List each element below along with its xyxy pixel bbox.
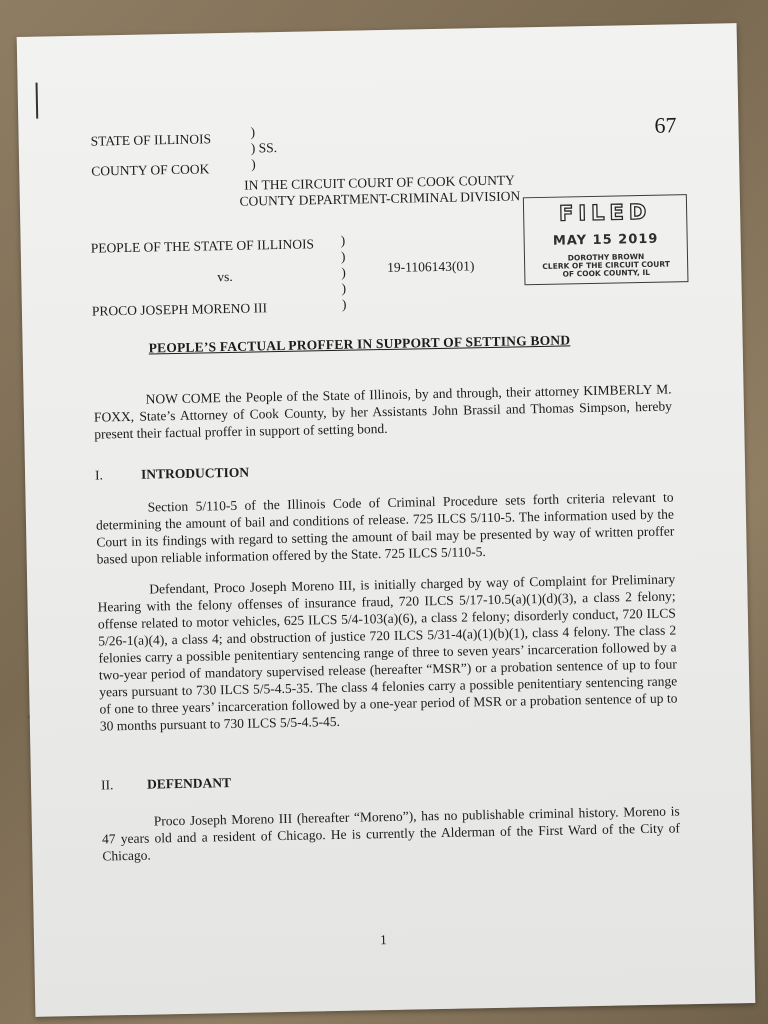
party-paren: ) [340, 232, 346, 248]
filed-date: MAY 15 2019 [552, 231, 659, 249]
section-number: I. [94, 467, 104, 483]
document-page [17, 23, 756, 1017]
plaintiff-name: PEOPLE OF THE STATE OF ILLINOIS [90, 236, 315, 256]
clerk-title: CLERK OF THE CIRCUIT COURT [542, 259, 671, 271]
section1-paragraph-2: Defendant, Proco Joseph Moreno III, is initially charged by way of Complaint for Preliminary Hearing with the felony offenses of insurance fraud, 720 ILCS 5/17-10.5(a)(1)(d)(3), a class 2 felony; offense related to motor vehicles, 625 ILCS 5/4-103(a)(6), a class 2 felony; disorderly conduct, 720 ILCS 5/26-1(a)(4), a class 4; and obstruction of justice 720 ILCS 5/31-4(a)(1)(b)(1), class 4 felony. The class 2 felonies carry a possible penitentiary sentencing range of three to seven years’ incarceration followed by a two-year period of mandatory supervised release (hereafter “MSR”) or a probation sentence of up to four years pursuant to 730 ILCS 5/5-4.5-35. The class 4 felonies carry a possible penitentiary sentencing range of one to three years’ incarceration followed by a one-year period of MSR or a probation sentence of up to 30 months pursuant to 730 ILCS 5/5-4.5-45. [97, 571, 678, 734]
section-title: DEFENDANT [146, 775, 232, 792]
party-paren: ) [341, 296, 347, 312]
section-title: INTRODUCTION [140, 464, 250, 482]
court-name [199, 172, 560, 211]
caption-paren: ) [250, 156, 256, 172]
section2-paragraph-1: Proco Joseph Moreno III (hereafter “Moreno”), has no publishable criminal history. Moreno is 47 years old and a resident of Chicago. He is currently the Alderman of the First Ward of the City of Chicago. [101, 803, 681, 864]
section-heading-defendant [101, 775, 231, 793]
section1-paragraph-1: Section 5/110-5 of the Illinois Code of Criminal Procedure sets forth criteria relevant to determining the amount of bail and conditions of release. 725 ILCS 5/110-5. The information used by the Court in its findings with regard to setting the amount of bail may be presented by way of written proffer based upon reliable information offered by the State. 725 ILCS 5/110-5. [95, 489, 675, 567]
section-number: II. [100, 777, 114, 793]
caption-ss: ) SS. [250, 140, 278, 156]
defendant-name: PROCO JOSEPH MORENO III [91, 300, 268, 319]
filed-stamp [523, 194, 689, 285]
page-number-stamp: 67 [654, 112, 677, 138]
filed-label: FILED [558, 199, 652, 226]
case-number: 19-1106143(01) [387, 258, 475, 275]
caption-state: STATE OF ILLINOIS [90, 131, 212, 149]
court-line-1: IN THE CIRCUIT COURT OF COOK COUNTY [244, 172, 515, 193]
party-paren: ) [341, 280, 347, 296]
caption-paren: ) [250, 124, 256, 140]
versus-label: vs. [217, 268, 233, 285]
document-title: PEOPLE’S FACTUAL PROFFER IN SUPPORT OF SETTING BOND [148, 332, 571, 356]
clerk-info [525, 252, 687, 279]
clerk-county: OF COOK COUNTY, IL [562, 267, 651, 279]
party-paren: ) [341, 264, 346, 280]
clerk-name: DOROTHY BROWN [567, 251, 645, 263]
caption-county: COUNTY OF COOK [91, 161, 210, 179]
footer-page-number: 1 [379, 932, 387, 948]
intro-paragraph: NOW COME the People of the State of Illinois, by and through, their attorney KIMBERLY M. FOXX, State’s Attorney of Cook County, by her Assistants John Brassil and Thomas Simpson, hereby present their factual proffer in support of setting bond. [93, 381, 673, 442]
court-line-2: COUNTY DEPARTMENT-CRIMINAL DIVISION [239, 188, 521, 209]
pen-mark [36, 83, 39, 119]
section-heading-introduction [95, 465, 249, 484]
party-paren: ) [340, 248, 346, 264]
